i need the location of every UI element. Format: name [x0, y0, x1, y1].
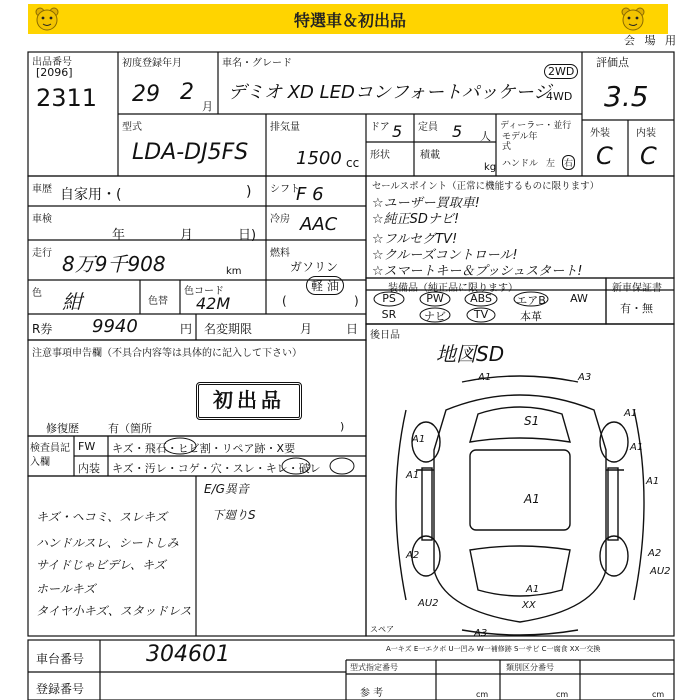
plate-label: 車台番号: [36, 652, 85, 666]
registration-year: 29: [132, 82, 160, 107]
note-line-4: ホールキズ: [36, 582, 96, 596]
fuel-gasoline: ガソリン: [290, 260, 339, 274]
name-change-day: 日: [346, 322, 359, 336]
header-title: 特選車＆初出品: [293, 11, 406, 30]
class-label: 類別区分番号: [506, 663, 554, 672]
ref-label: 参 考: [360, 688, 384, 699]
damage-mark: A1: [624, 408, 638, 419]
inspector-fw-label: FW: [78, 440, 96, 453]
car-label: 車名・グレード: [222, 58, 292, 69]
lot-number: 2311: [36, 84, 98, 112]
sales-points-label: セールスポイント（正常に機能するものに限ります）: [372, 181, 600, 192]
sales-point-2: ☆純正SDナビ!: [372, 212, 460, 227]
damage-mark: A1: [406, 470, 420, 481]
repair-value: 有（箇所: [108, 422, 152, 435]
recycle-unit: 円: [180, 322, 193, 336]
cm-unit: cm: [556, 690, 569, 699]
equip-navi: ナビ: [424, 310, 446, 323]
fuel-paren-close: ): [354, 294, 359, 308]
damage-mark: S1: [524, 414, 540, 428]
equip-leather: 本革: [520, 310, 542, 323]
mileage-label: 走行: [32, 248, 52, 259]
shift-value: F 6: [296, 184, 324, 205]
equip-tv: TV: [473, 308, 489, 321]
damage-mark: AU2: [650, 566, 671, 577]
handle-left: 左: [546, 159, 556, 169]
drive-2wd: 2WD: [544, 64, 578, 79]
cm-unit: cm: [476, 690, 489, 699]
sales-point-3: ☆フルセグTV!: [372, 232, 458, 247]
capacity-unit: 人: [480, 130, 491, 143]
handle-label: ハンドル: [502, 159, 539, 169]
model-label: 型式: [122, 122, 142, 133]
color-label: 色: [32, 288, 42, 299]
drive-4wd: 4WD: [546, 90, 573, 103]
venue-label: 会 場 用: [624, 34, 679, 47]
name-change-month: 月: [300, 322, 313, 336]
shape-spec-label: 型式指定番号: [350, 663, 398, 672]
sales-point-1: ☆ユーザー買取車!: [372, 196, 480, 211]
name-change-label: 名変期限: [204, 322, 253, 336]
equip-ps: PS: [382, 292, 396, 305]
color-value: 紺: [62, 290, 82, 314]
inspector-int-label: 内装: [78, 462, 100, 475]
warranty-value: 有・無: [620, 302, 653, 315]
notes-label: 注意事項申告欄（不具合内容等は具体的に記入して下さい）: [32, 348, 302, 359]
model-value: LDA-DJ5FS: [132, 140, 249, 165]
note-line-2: ハンドルスレ、シートしみ: [36, 536, 179, 550]
color-code-label: 色コード: [184, 286, 224, 297]
inspector-int-text: キズ・汚レ・コゲ・穴・スレ・キレ・破レ: [112, 462, 321, 475]
equip-pw: PW: [426, 292, 444, 305]
displacement-value: 1500: [296, 148, 342, 169]
color-swap-label: 色替: [148, 296, 168, 307]
usage-close: ): [246, 184, 252, 200]
recycle-label: R券: [32, 322, 53, 336]
registration-label: 初度登録年月: [122, 58, 182, 69]
damage-mark: A1: [526, 584, 540, 595]
note-line-5: タイヤ小キズ、スタッドレス: [36, 604, 192, 618]
capacity-label: 定員: [418, 122, 438, 133]
sales-point-5: ☆スマートキー＆プッシュスタート!: [372, 264, 583, 279]
damage-mark: AU2: [418, 598, 439, 609]
displacement-unit: cc: [346, 156, 360, 170]
usage-label: 車歴: [32, 184, 52, 195]
damage-mark: A1: [478, 372, 492, 383]
lot-sub: [2096]: [36, 66, 73, 79]
repair-close: ): [340, 420, 345, 433]
damage-mark: A1: [524, 492, 540, 506]
doors-label: ドア: [370, 122, 390, 133]
inspector-fw-text: キズ・飛石・ヒビ割・リペア跡・X要: [112, 442, 296, 455]
load-unit: kg: [484, 162, 497, 173]
registration-month-unit: 月: [202, 100, 213, 113]
capacity-value: 5: [452, 122, 463, 141]
interior-value: C: [640, 142, 657, 170]
shape-label: 形状: [370, 150, 390, 161]
displacement-label: 排気量: [270, 122, 300, 133]
damage-mark: A2: [648, 548, 662, 559]
aircon-value: AAC: [300, 214, 338, 235]
fuel-label: 燃料: [270, 248, 290, 259]
interior-label: 内装: [636, 128, 656, 139]
equip-sr: SR: [381, 308, 397, 321]
shift-label: シフト: [270, 184, 300, 195]
after-items-label: 後日品: [370, 330, 400, 341]
shaken-year: 年: [112, 228, 126, 243]
fuel-light-oil: 軽 油: [306, 276, 344, 295]
reg-label: 登録番号: [36, 682, 85, 696]
equip-aw: AW: [570, 292, 588, 305]
spare-label: スペア: [370, 625, 394, 634]
note-line-1: キズ・ヘコミ、スレキズ: [36, 510, 168, 524]
damage-mark: A2: [406, 550, 420, 561]
mileage-unit: km: [226, 266, 242, 277]
damage-mark: A3: [474, 628, 488, 639]
lot-label: 出品番号: [32, 57, 72, 68]
exterior-label: 外装: [590, 128, 610, 139]
dealer-label: ディーラー・並行: [500, 121, 572, 131]
load-label: 積載: [420, 150, 440, 161]
note-line-3: サイドじゃビデレ、キズ: [36, 558, 166, 572]
damage-mark: A1: [412, 434, 426, 445]
handle-right: 右: [562, 155, 575, 170]
exterior-value: C: [596, 142, 613, 170]
evaluation-label: 評価点: [596, 56, 629, 69]
damage-mark: A1: [646, 476, 660, 487]
equip-abs: ABS: [470, 292, 492, 305]
shaken-month: 月: [180, 228, 194, 243]
shaken-label: 車検: [32, 214, 52, 225]
sales-point-4: ☆クルーズコントロール!: [372, 248, 518, 263]
registration-month: 2: [180, 80, 194, 105]
usage-value: 自家用・(: [60, 187, 122, 203]
model-year-label: モデル年式: [502, 132, 538, 152]
evaluation-value: 3.5: [604, 80, 649, 113]
after-items-value: 地図SD: [436, 342, 505, 366]
recycle-value: 9940: [92, 316, 138, 337]
equip-airbag: エアB: [516, 294, 546, 307]
damage-mark: XX: [522, 600, 536, 611]
cm-unit: cm: [652, 690, 665, 699]
note-engine: E/G異音: [204, 482, 249, 496]
doors-value: 5: [392, 122, 403, 141]
damage-mark: A1: [630, 442, 644, 453]
damage-mark: A3: [578, 372, 592, 383]
fuel-paren-open: (: [282, 294, 287, 308]
damage-legend: A一キズ E一エクボ U一凹み W一補修跡 S一サビ C一腐食 XX一交換: [386, 645, 601, 653]
color-code-value: 42M: [196, 294, 231, 313]
inspector-label: 検査員記入欄: [30, 443, 70, 468]
first-listing-stamp: 初出品: [196, 382, 302, 420]
aircon-label: 冷房: [270, 214, 290, 225]
shaken-day: 日): [238, 228, 257, 243]
repair-label: 修復歴: [46, 422, 79, 435]
warranty-label: 新車保証書: [612, 283, 662, 294]
note-underbody: 下廻りS: [212, 508, 256, 522]
mileage-value: 8万9千908: [62, 252, 166, 276]
car-name: デミオ XD LEDコンフォートパッケージ: [228, 82, 552, 103]
equipment-label: 装備品（純正品に限ります）: [388, 283, 518, 294]
plate-value: 304601: [146, 642, 230, 667]
